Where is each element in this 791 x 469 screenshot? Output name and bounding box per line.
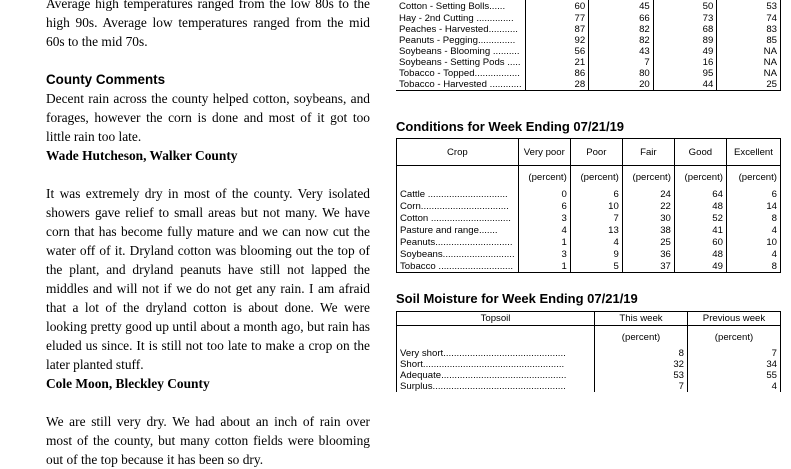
cell-value: 8 bbox=[726, 212, 780, 224]
row-label: Pasture and range....... bbox=[400, 224, 498, 236]
cell-value: 37 bbox=[622, 260, 674, 273]
unit-label: (percent) bbox=[726, 166, 780, 189]
cell-value: 53 bbox=[717, 0, 781, 13]
row-label: Tobacco ............................ bbox=[400, 260, 514, 272]
cell-value: 6 bbox=[518, 200, 570, 212]
table-row bbox=[397, 381, 781, 392]
unit-label bbox=[397, 166, 519, 189]
table-row bbox=[396, 79, 781, 91]
row-label: Soybeans........................... bbox=[400, 248, 515, 260]
cell-value: 50 bbox=[653, 0, 717, 13]
column-header: Very poor bbox=[518, 139, 570, 166]
cell-value: NA bbox=[717, 68, 781, 79]
cell-value: 55 bbox=[688, 370, 781, 381]
cell-value: 38 bbox=[622, 224, 674, 236]
cell-value: 28 bbox=[525, 79, 589, 91]
cell-value: 56 bbox=[525, 46, 589, 57]
column-header: Topsoil bbox=[397, 312, 595, 326]
cell-value: 45 bbox=[589, 0, 654, 13]
cell-value: 80 bbox=[589, 68, 654, 79]
comment-author: Cole Moon, Bleckley County bbox=[46, 376, 210, 391]
cell-value: 7 bbox=[688, 348, 781, 359]
crop-progress-table bbox=[396, 0, 781, 91]
cell-value: 10 bbox=[726, 236, 780, 248]
table-row bbox=[396, 0, 781, 13]
cell-value: 4 bbox=[726, 248, 780, 260]
cell-value: 4 bbox=[570, 236, 622, 248]
table-row bbox=[397, 348, 781, 359]
row-label: Peanuts - Pegging.............. bbox=[399, 35, 516, 46]
cell-value: 49 bbox=[653, 46, 717, 57]
soil-moisture-title: Soil Moisture for Week Ending 07/21/19 bbox=[396, 291, 638, 306]
unit-label: (percent) bbox=[570, 166, 622, 189]
cell-value: 68 bbox=[653, 24, 717, 35]
cell-value: 4 bbox=[518, 224, 570, 236]
cell-value: 87 bbox=[525, 24, 589, 35]
table-row bbox=[396, 35, 781, 46]
soil-moisture-table bbox=[396, 311, 781, 392]
table-row bbox=[397, 200, 781, 212]
cell-value: NA bbox=[717, 57, 781, 68]
row-label: Tobacco - Harvested ............ bbox=[399, 79, 522, 90]
cell-value: 34 bbox=[688, 359, 781, 370]
cell-value: 25 bbox=[717, 79, 781, 91]
comment-text: Decent rain across the county helped cotton, soybeans, and forages, however the corn is done and most of it got too little rain too late. bbox=[46, 91, 370, 144]
conditions-title: Conditions for Week Ending 07/21/19 bbox=[396, 119, 625, 134]
row-label: Hay - 2nd Cutting .............. bbox=[399, 13, 514, 24]
cell-value: 10 bbox=[570, 200, 622, 212]
column-header: This week bbox=[595, 312, 688, 326]
row-label: Soybeans - Setting Pods ..... bbox=[399, 57, 521, 68]
cell-value: 25 bbox=[622, 236, 674, 248]
table-row bbox=[397, 370, 781, 381]
unit-label: (percent) bbox=[688, 326, 781, 349]
row-label: Peaches - Harvested........... bbox=[399, 24, 518, 35]
row-label: Cotton - Setting Bolls...... bbox=[399, 1, 506, 12]
header-row bbox=[397, 312, 781, 326]
row-label: Short..................................................... bbox=[400, 359, 565, 370]
cell-value: 77 bbox=[525, 13, 589, 24]
table-row bbox=[397, 188, 781, 200]
table-row bbox=[396, 68, 781, 79]
cell-value: 7 bbox=[595, 381, 688, 392]
weather-intro: Average high temperatures ranged from the low 80s to the high 90s. Average low temperatures ranged from the mid 60s to the mid 70s. bbox=[46, 0, 370, 49]
cell-value: 32 bbox=[595, 359, 688, 370]
row-label: Cattle .............................. bbox=[400, 188, 508, 200]
cell-value: 95 bbox=[653, 68, 717, 79]
table-row bbox=[396, 46, 781, 57]
cell-value: 3 bbox=[518, 212, 570, 224]
cell-value: 1 bbox=[518, 236, 570, 248]
cell-value: 30 bbox=[622, 212, 674, 224]
unit-label: (percent) bbox=[518, 166, 570, 189]
table-row bbox=[396, 57, 781, 68]
cell-value: 7 bbox=[589, 57, 654, 68]
row-label: Surplus.................................................. bbox=[400, 381, 566, 392]
cell-value: 16 bbox=[653, 57, 717, 68]
cell-value: 13 bbox=[570, 224, 622, 236]
cell-value: 82 bbox=[589, 35, 654, 46]
cell-value: NA bbox=[717, 46, 781, 57]
cell-value: 5 bbox=[570, 260, 622, 273]
cell-value: 83 bbox=[717, 24, 781, 35]
row-label: Adequate............................................... bbox=[400, 370, 567, 381]
unit-label: (percent) bbox=[622, 166, 674, 189]
cell-value: 66 bbox=[589, 13, 654, 24]
table-row bbox=[396, 24, 781, 35]
cell-value: 24 bbox=[622, 188, 674, 200]
column-header: Fair bbox=[622, 139, 674, 166]
table-row bbox=[397, 212, 781, 224]
cell-value: 1 bbox=[518, 260, 570, 273]
units-row bbox=[397, 326, 781, 349]
cell-value: 89 bbox=[653, 35, 717, 46]
column-header: Poor bbox=[570, 139, 622, 166]
cell-value: 41 bbox=[674, 224, 726, 236]
cell-value: 48 bbox=[674, 248, 726, 260]
cell-value: 3 bbox=[518, 248, 570, 260]
column-header: Good bbox=[674, 139, 726, 166]
table-row bbox=[397, 236, 781, 248]
cell-value: 6 bbox=[570, 188, 622, 200]
cell-value: 60 bbox=[525, 0, 589, 13]
table-row bbox=[396, 13, 781, 24]
comment-text: We are still very dry. We had about an inch of rain over most of the county, but many cotton fields were blooming out of the top because it has been so dry. bbox=[46, 414, 370, 467]
county-comments-heading: County Comments bbox=[46, 72, 166, 87]
row-label: Very short.............................................. bbox=[400, 348, 566, 359]
cell-value: 0 bbox=[518, 188, 570, 200]
unit-label bbox=[397, 326, 595, 349]
row-label: Peanuts............................. bbox=[400, 236, 513, 248]
unit-label: (percent) bbox=[674, 166, 726, 189]
conditions-table bbox=[396, 138, 781, 273]
cell-value: 44 bbox=[653, 79, 717, 91]
row-label: Soybeans - Blooming .......... bbox=[399, 46, 520, 57]
unit-label: (percent) bbox=[595, 326, 688, 349]
cell-value: 36 bbox=[622, 248, 674, 260]
cell-value: 22 bbox=[622, 200, 674, 212]
cell-value: 4 bbox=[726, 224, 780, 236]
cell-value: 60 bbox=[674, 236, 726, 248]
column-header: Previous week bbox=[688, 312, 781, 326]
units-row bbox=[397, 166, 781, 189]
cell-value: 52 bbox=[674, 212, 726, 224]
column-header: Crop bbox=[397, 139, 519, 166]
row-label: Cotton .............................. bbox=[400, 212, 511, 224]
cell-value: 49 bbox=[674, 260, 726, 273]
cell-value: 73 bbox=[653, 13, 717, 24]
cell-value: 8 bbox=[726, 260, 780, 273]
table-row bbox=[397, 359, 781, 370]
cell-value: 53 bbox=[595, 370, 688, 381]
cell-value: 9 bbox=[570, 248, 622, 260]
comment-author: Wade Hutcheson, Walker County bbox=[46, 148, 238, 163]
left-column bbox=[46, 0, 370, 469]
header-row bbox=[397, 139, 781, 166]
cell-value: 20 bbox=[589, 79, 654, 91]
cell-value: 92 bbox=[525, 35, 589, 46]
cell-value: 85 bbox=[717, 35, 781, 46]
cell-value: 86 bbox=[525, 68, 589, 79]
table-row bbox=[397, 248, 781, 260]
row-label: Tobacco - Topped................. bbox=[399, 68, 520, 79]
cell-value: 4 bbox=[688, 381, 781, 392]
cell-value: 8 bbox=[595, 348, 688, 359]
comment-text: It was extremely dry in most of the county. Very isolated showers gave relief to small areas but not many. We have corn that has become fully mature and we can now cut the water off of it. Dryland cotton was blooming out the top of the plant, and dryland peanuts have still not lapped the middles and will not if we do not get any rain. I am afraid that a lot of the dryland cotton is about done. We were looking pretty good up until about a month ago, but rain has eluded us since. It is still not too late to make a crop on the later planted stuff. bbox=[46, 186, 370, 372]
cell-value: 48 bbox=[674, 200, 726, 212]
table-row bbox=[397, 224, 781, 236]
cell-value: 14 bbox=[726, 200, 780, 212]
cell-value: 74 bbox=[717, 13, 781, 24]
cell-value: 64 bbox=[674, 188, 726, 200]
cell-value: 6 bbox=[726, 188, 780, 200]
cell-value: 82 bbox=[589, 24, 654, 35]
cell-value: 7 bbox=[570, 212, 622, 224]
row-label: Corn................................. bbox=[400, 200, 509, 212]
column-header: Excellent bbox=[726, 139, 780, 166]
cell-value: 21 bbox=[525, 57, 589, 68]
table-row bbox=[397, 260, 781, 273]
cell-value: 43 bbox=[589, 46, 654, 57]
